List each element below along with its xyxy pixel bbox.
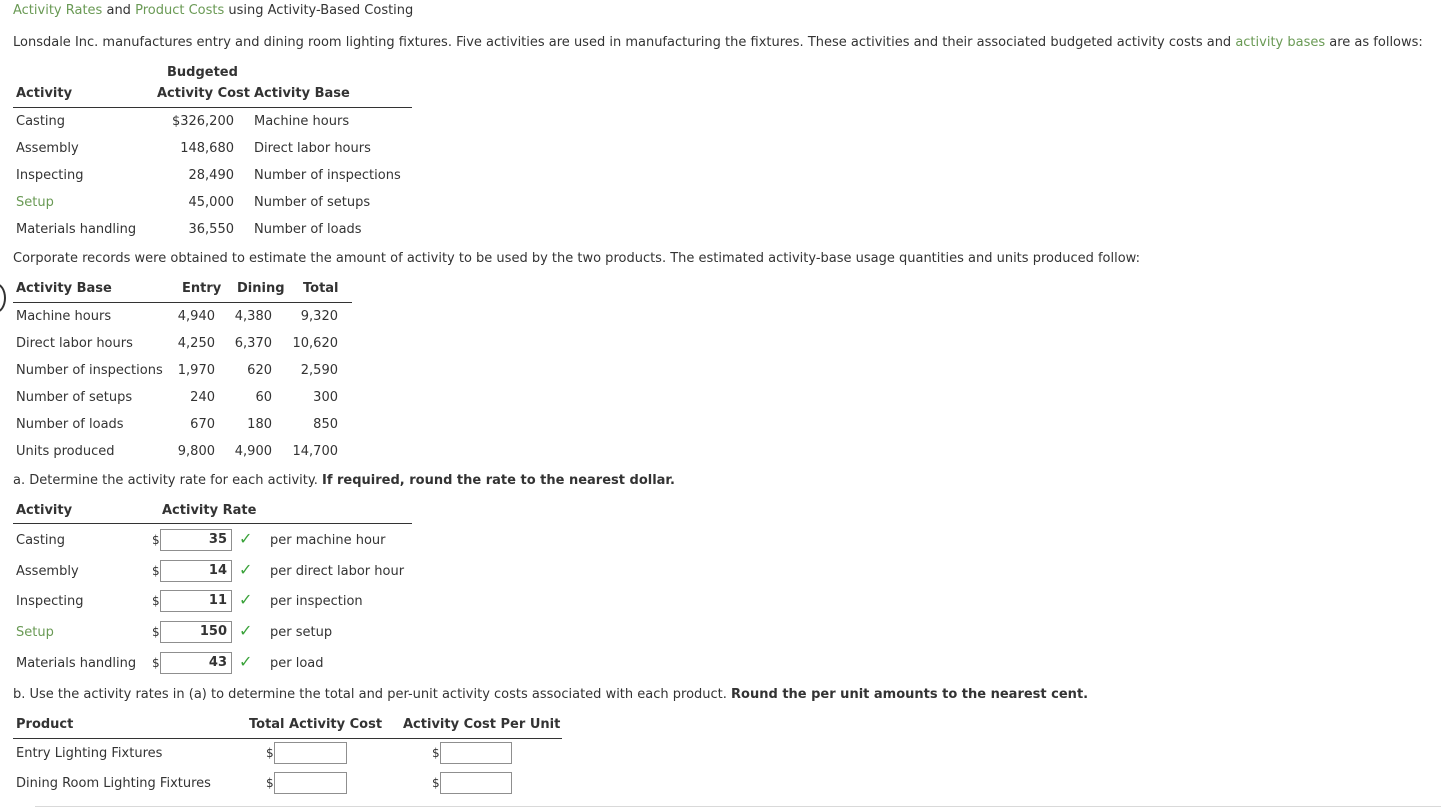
table-cell-total: 300 xyxy=(313,390,338,405)
entry-per-unit-input[interactable] xyxy=(440,742,512,764)
part-a-text: a. Determine the activity rate for each activity. xyxy=(13,473,322,488)
table-row-cost: 28,490 xyxy=(188,168,234,183)
rate-row-label: Materials handling xyxy=(16,656,137,671)
intro-text: Lonsdale Inc. manufactures entry and dining room lighting fixtures. Five activities are used in manufacturing the fixtures. These activities and their associated budgeted activity costs and xyxy=(13,35,1236,50)
header-product: Product xyxy=(16,717,74,732)
table-row-label: Inspecting xyxy=(16,168,84,183)
header-activity-base: Activity Base xyxy=(254,86,350,101)
table-row-label: Casting xyxy=(16,114,66,129)
rate-unit: per machine hour xyxy=(270,533,386,548)
check-icon: ✓ xyxy=(239,621,253,640)
setup-link[interactable]: Setup xyxy=(16,195,54,210)
table-row-label: Assembly xyxy=(16,141,79,156)
check-icon: ✓ xyxy=(239,590,253,609)
table-row-label: Number of setups xyxy=(16,390,133,405)
bottom-divider xyxy=(35,806,1441,807)
table-cell-dining: 4,380 xyxy=(234,309,272,324)
dollar-sign: $ xyxy=(432,776,440,790)
intro-paragraph xyxy=(13,35,1423,50)
table-cell-dining: 620 xyxy=(247,363,272,378)
inspecting-rate-input[interactable]: 11 xyxy=(160,590,232,612)
rate-unit: per inspection xyxy=(270,594,363,609)
check-icon: ✓ xyxy=(239,529,253,548)
dollar-sign: $ xyxy=(152,656,160,670)
table-row-label: Materials handling xyxy=(16,222,137,237)
casting-rate-input[interactable]: 35 xyxy=(160,529,232,551)
table-row-cost: 148,680 xyxy=(180,141,234,156)
table-row-label: Number of loads xyxy=(16,417,124,432)
setup-rate-input[interactable]: 150 xyxy=(160,621,232,643)
dining-per-unit-input[interactable] xyxy=(440,772,512,794)
header-activity: Activity xyxy=(16,86,73,101)
product-row-label: Entry Lighting Fixtures xyxy=(16,746,163,761)
table-cell-entry: 4,250 xyxy=(177,336,215,351)
part-b-instruction: Round the per unit amounts to the nearest cent. xyxy=(731,687,1089,702)
activity-rates-link[interactable]: Activity Rates xyxy=(13,3,103,18)
assembly-rate-input[interactable]: 14 xyxy=(160,560,232,582)
dollar-sign: $ xyxy=(152,625,160,639)
check-icon: ✓ xyxy=(239,560,253,579)
table-row-base: Number of inspections xyxy=(254,168,401,183)
rate-row-label: Inspecting xyxy=(16,594,84,609)
header-budgeted: Budgeted xyxy=(167,65,238,80)
table-cell-total: 2,590 xyxy=(300,363,338,378)
table-row-base: Number of loads xyxy=(254,222,362,237)
table-cell-entry: 4,940 xyxy=(177,309,215,324)
table-cell-entry: 240 xyxy=(190,390,215,405)
rate-row-label: Casting xyxy=(16,533,66,548)
header-cost-per-unit: Activity Cost Per Unit xyxy=(403,717,561,732)
table-cell-entry: 9,800 xyxy=(177,444,215,459)
check-icon: ✓ xyxy=(239,652,253,671)
part-a-prompt xyxy=(13,473,675,488)
dollar-sign: $ xyxy=(266,776,274,790)
table-row-label: Machine hours xyxy=(16,309,112,324)
rate-unit: per direct labor hour xyxy=(270,564,405,579)
corporate-paragraph: Corporate records were obtained to estimate the amount of activity to be used by the two products. The estimated activity-base usage quantities and units produced follow: xyxy=(13,251,1140,266)
table-row-label: Number of inspections xyxy=(16,363,163,378)
entry-total-cost-input[interactable] xyxy=(274,742,347,764)
setup-link[interactable]: Setup xyxy=(16,625,54,640)
product-row-label: Dining Room Lighting Fixtures xyxy=(16,776,211,791)
title-text-rest: using Activity-Based Costing xyxy=(224,3,414,18)
dollar-sign: $ xyxy=(152,564,160,578)
product-costs-link[interactable]: Product Costs xyxy=(135,3,225,18)
table-cell-dining: 4,900 xyxy=(234,444,272,459)
table-cell-entry: 1,970 xyxy=(177,363,215,378)
table-row-label: Units produced xyxy=(16,444,115,459)
page-title xyxy=(13,3,413,18)
table-cell-total: 9,320 xyxy=(300,309,338,324)
part-b-text: b. Use the activity rates in (a) to determine the total and per-unit activity costs associated with each product. xyxy=(13,687,732,702)
intro-text-end: are as follows: xyxy=(1325,35,1423,50)
rate-row-label: Assembly xyxy=(16,564,79,579)
table-row-cost: 36,550 xyxy=(188,222,234,237)
part-b-prompt xyxy=(13,687,1088,702)
table-cell-dining: 60 xyxy=(255,390,272,405)
dining-total-cost-input[interactable] xyxy=(274,772,347,794)
table-rule xyxy=(13,302,352,303)
dollar-sign: $ xyxy=(152,594,160,608)
activity-bases-link[interactable]: activity bases xyxy=(1235,35,1326,50)
table-row-base: Machine hours xyxy=(254,114,350,129)
table-rule xyxy=(13,738,562,739)
dollar-sign: $ xyxy=(432,746,440,760)
table-cell-total: 850 xyxy=(313,417,338,432)
dollar-sign: $ xyxy=(152,533,160,547)
table-row-cost: $326,200 xyxy=(171,114,234,129)
header-total-activity-cost: Total Activity Cost xyxy=(249,717,383,732)
header-dining: Dining xyxy=(237,281,285,296)
header-activity-cost: Activity Cost xyxy=(157,86,251,101)
dollar-sign: $ xyxy=(266,746,274,760)
table-cell-dining: 180 xyxy=(247,417,272,432)
edge-circle-icon xyxy=(0,283,6,313)
table-row-cost: 45,000 xyxy=(188,195,234,210)
table-cell-total: 14,700 xyxy=(292,444,338,459)
header-activity-base: Activity Base xyxy=(16,281,112,296)
table-cell-entry: 670 xyxy=(190,417,215,432)
part-a-instruction: If required, round the rate to the nearest dollar. xyxy=(321,473,675,488)
header-activity: Activity xyxy=(16,503,73,518)
header-activity-rate: Activity Rate xyxy=(162,503,257,518)
table-row-label: Direct labor hours xyxy=(16,336,133,351)
rate-unit: per setup xyxy=(270,625,333,640)
table-row-base: Direct labor hours xyxy=(254,141,371,156)
table-cell-total: 10,620 xyxy=(292,336,338,351)
table-rule xyxy=(13,523,412,524)
header-total: Total xyxy=(303,281,339,296)
header-entry: Entry xyxy=(182,281,222,296)
rate-unit: per load xyxy=(270,656,324,671)
table-cell-dining: 6,370 xyxy=(234,336,272,351)
materials-handling-rate-input[interactable]: 43 xyxy=(160,652,232,674)
table-row-base: Number of setups xyxy=(254,195,371,210)
title-text: and xyxy=(102,3,136,18)
table-rule xyxy=(13,107,412,108)
